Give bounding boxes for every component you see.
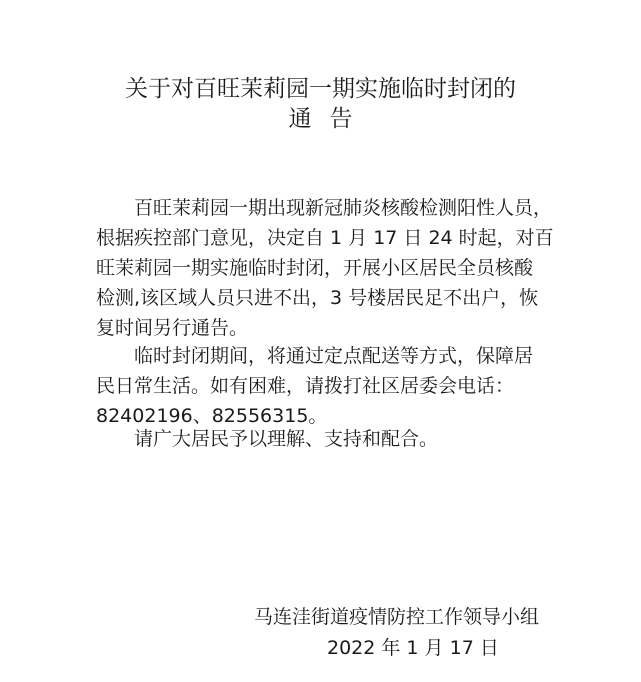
paragraph-1-line: 根据疾控部门意见，决定自 1 月 17 日 24 时起，对百 [96, 227, 554, 249]
paragraph-3 [96, 424, 566, 454]
paragraph-1-line: 检测,该区域人员只进不出，3 号楼居民足不出户，恢 [96, 287, 539, 309]
paragraph-2-line: 临时封闭期间，将通过定点配送等方式，保障居 [134, 345, 534, 367]
paragraph-2 [96, 341, 566, 431]
paragraph-1-line: 百旺茉莉园一期出现新冠肺炎核酸检测阳性人员， [134, 197, 553, 219]
notice-title-line1: 关于对百旺茉莉园一期实施临时封闭的 [125, 76, 516, 102]
notice-title-line2: 通告 [288, 106, 371, 132]
paragraph-3-line: 请广大居民予以理解、支持和配合。 [134, 428, 439, 450]
paragraph-1 [96, 193, 566, 343]
paragraph-2-line: 82402196、82556315。 [96, 405, 328, 427]
paragraph-1-line: 旺茉莉园一期实施临时封闭，开展小区居民全员核酸 [96, 257, 534, 279]
paragraph-1-line: 复时间另行通告。 [96, 317, 249, 339]
paragraph-2-line: 民日常生活。如有困难，请拨打社区居委会电话： [96, 375, 515, 397]
signature-organization: 马连洼街道疫情防控工作领导小组 [254, 606, 540, 628]
signature-date: 2022 年 1 月 17 日 [327, 637, 499, 659]
